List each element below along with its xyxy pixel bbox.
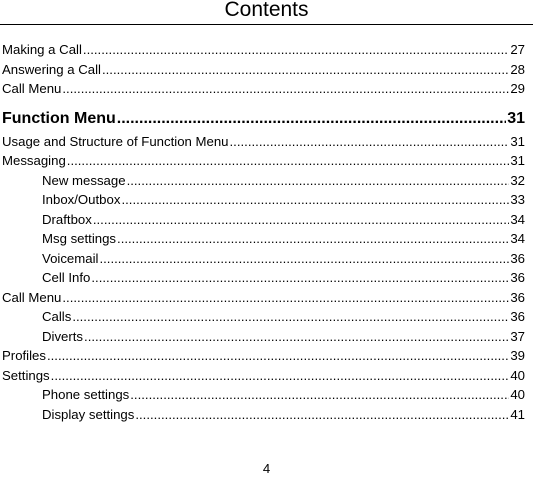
toc-dot-leader bbox=[93, 210, 509, 230]
toc-entry-page: 34 bbox=[510, 211, 525, 227]
toc-dot-leader bbox=[47, 346, 509, 366]
toc-entry-answering-a-call[interactable] bbox=[0, 60, 525, 80]
toc-entry-page: 41 bbox=[510, 406, 525, 422]
toc-entry-page: 40 bbox=[510, 367, 525, 383]
toc-dot-leader bbox=[135, 405, 509, 425]
toc-dot-leader bbox=[83, 40, 509, 60]
toc-entry-title: Voicemail bbox=[42, 250, 99, 266]
toc-dot-leader bbox=[67, 151, 510, 171]
toc-entry-msg-settings[interactable] bbox=[0, 229, 525, 249]
toc-entry-settings[interactable] bbox=[0, 366, 525, 386]
toc-section-function-menu[interactable] bbox=[0, 99, 525, 132]
table-of-contents bbox=[0, 40, 525, 424]
toc-dot-leader bbox=[127, 171, 510, 191]
toc-entry-voicemail[interactable] bbox=[0, 249, 525, 269]
toc-section-title: Function Menu bbox=[2, 109, 116, 127]
toc-entry-page: 34 bbox=[510, 231, 525, 246]
toc-entry-cell-info[interactable] bbox=[0, 268, 525, 288]
toc-entry-title: Display settings bbox=[42, 406, 135, 422]
toc-entry-page: 36 bbox=[510, 250, 525, 266]
toc-dot-leader bbox=[62, 288, 509, 308]
page-number: 4 bbox=[262, 461, 271, 476]
toc-dot-leader bbox=[72, 307, 509, 327]
toc-entry-title: Usage and Structure of Function Menu bbox=[2, 133, 229, 149]
toc-entry-page: 32 bbox=[510, 172, 525, 188]
toc-dot-leader bbox=[117, 105, 506, 132]
toc-dot-leader bbox=[62, 79, 509, 99]
toc-entry-page: 40 bbox=[510, 387, 525, 402]
toc-entry-display-settings[interactable] bbox=[0, 405, 525, 425]
toc-entry-title: Settings bbox=[2, 367, 50, 383]
toc-entry-title: Phone settings bbox=[42, 387, 130, 402]
toc-dot-leader bbox=[117, 229, 509, 249]
toc-entry-new-message[interactable] bbox=[0, 171, 525, 191]
toc-entry-diverts[interactable] bbox=[0, 327, 525, 347]
toc-entry-page: 29 bbox=[510, 81, 525, 96]
title-rule bbox=[0, 24, 533, 25]
toc-entry-title: Profiles bbox=[2, 348, 46, 363]
toc-entry-title: Call Menu bbox=[2, 289, 62, 305]
toc-dot-leader bbox=[130, 385, 509, 405]
toc-dot-leader bbox=[84, 327, 509, 347]
toc-entry-page: 36 bbox=[510, 309, 525, 324]
toc-entry-title: Answering a Call bbox=[2, 61, 101, 77]
toc-entry-page: 28 bbox=[510, 61, 525, 77]
toc-entry-calls[interactable] bbox=[0, 307, 525, 327]
toc-entry-page: 36 bbox=[510, 270, 525, 285]
toc-dot-leader bbox=[51, 366, 510, 386]
toc-entry-call-menu-2[interactable] bbox=[0, 288, 525, 308]
toc-entry-page: 33 bbox=[510, 192, 525, 207]
toc-entry-title: Msg settings bbox=[42, 231, 117, 246]
toc-dot-leader bbox=[99, 249, 509, 269]
toc-entry-page: 31 bbox=[510, 153, 525, 168]
toc-entry-page: 36 bbox=[510, 289, 525, 305]
toc-section-page: 31 bbox=[507, 109, 525, 127]
toc-entry-making-a-call[interactable] bbox=[0, 40, 525, 60]
toc-entry-title: Making a Call bbox=[2, 42, 82, 57]
toc-entry-title: Messaging bbox=[2, 153, 66, 168]
toc-entry-usage-and-structure[interactable] bbox=[0, 132, 525, 152]
toc-entry-page: 39 bbox=[510, 348, 525, 363]
toc-entry-title: Calls bbox=[42, 309, 72, 324]
toc-entry-page: 31 bbox=[510, 133, 525, 149]
toc-entry-title: Inbox/Outbox bbox=[42, 192, 121, 207]
toc-entry-title: Draftbox bbox=[42, 211, 92, 227]
toc-dot-leader bbox=[121, 190, 509, 210]
page-title: Contents bbox=[224, 0, 309, 21]
toc-entry-profiles[interactable] bbox=[0, 346, 525, 366]
toc-dot-leader bbox=[102, 60, 509, 80]
toc-entry-messaging[interactable] bbox=[0, 151, 525, 171]
toc-entry-page: 37 bbox=[510, 328, 525, 344]
toc-entry-call-menu[interactable] bbox=[0, 79, 525, 99]
toc-entry-title: Call Menu bbox=[2, 81, 62, 96]
toc-entry-title: New message bbox=[42, 172, 126, 188]
toc-entry-draftbox[interactable] bbox=[0, 210, 525, 230]
toc-entry-inbox-outbox[interactable] bbox=[0, 190, 525, 210]
toc-entry-title: Cell Info bbox=[42, 270, 91, 285]
toc-dot-leader bbox=[91, 268, 509, 288]
toc-dot-leader bbox=[230, 132, 510, 152]
toc-entry-page: 27 bbox=[510, 42, 525, 57]
toc-entry-phone-settings[interactable] bbox=[0, 385, 525, 405]
toc-entry-title: Diverts bbox=[42, 328, 84, 344]
